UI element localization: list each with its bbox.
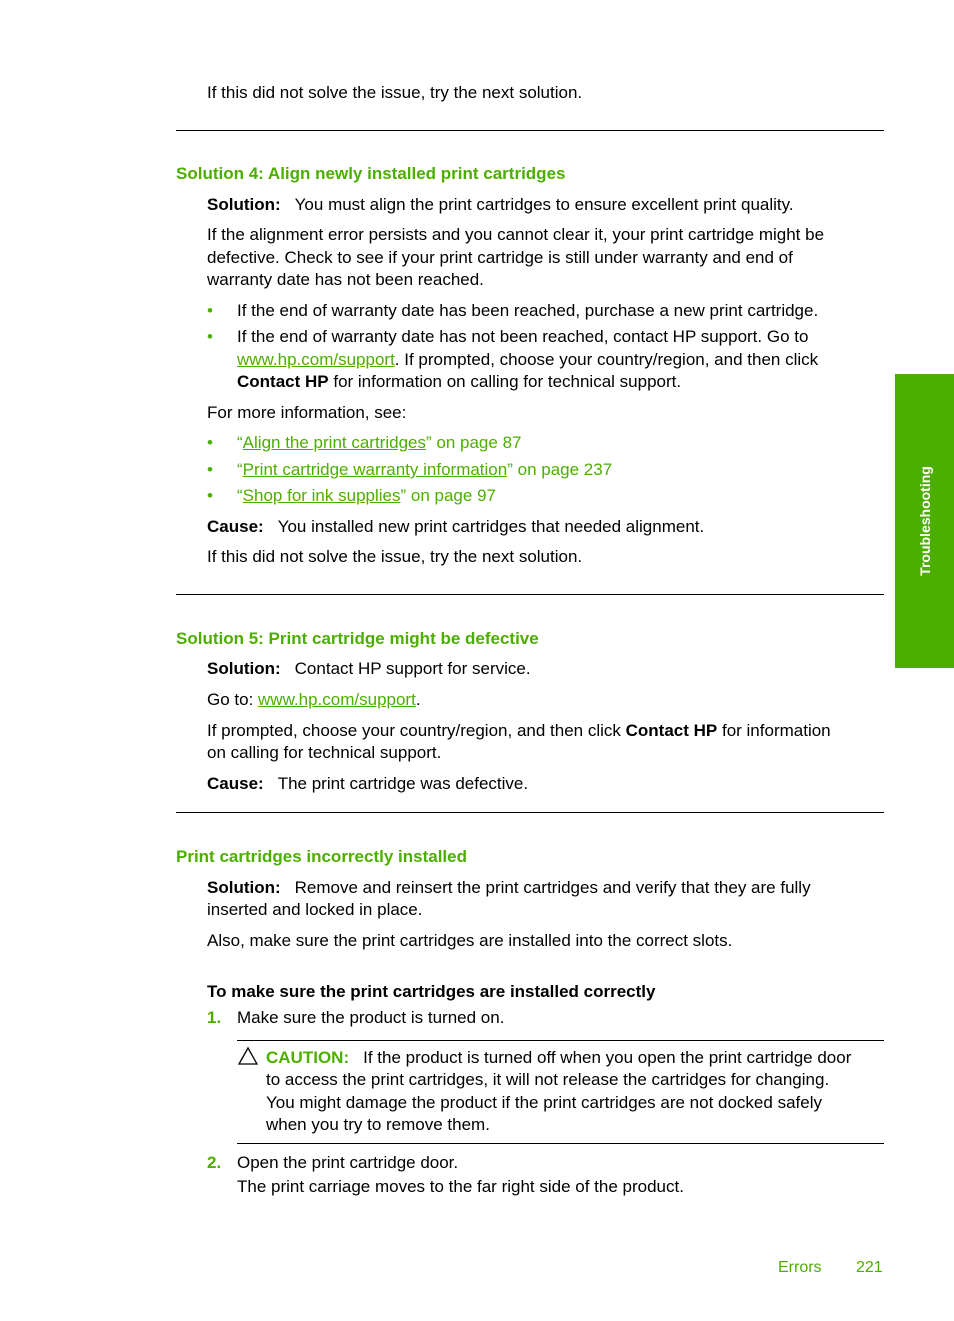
bullet-icon: • <box>207 433 213 452</box>
solution-text: Contact HP support for service. <box>294 659 531 678</box>
solution-text: Remove and reinsert the print cartridges and verify that they are fully <box>294 878 811 897</box>
cause-text: The print cartridge was defective. <box>277 774 529 793</box>
bullet-icon: • <box>207 327 213 346</box>
bullet2-end: for information on calling for technical support. <box>328 372 682 391</box>
cause-text: You installed new print cartridges that needed alignment. <box>277 517 705 536</box>
solution-label: Solution: <box>207 195 281 214</box>
ref-link-shop[interactable]: Shop for ink supplies <box>242 486 401 505</box>
troubleshooting-side-tab <box>895 374 954 668</box>
incorrect-solution-line1 <box>207 877 811 899</box>
incorrect-heading: Print cartridges incorrectly installed <box>176 847 467 866</box>
solution4-solution <box>207 194 794 216</box>
caution-line: You might damage the product if the print cartridges are not docked safely <box>266 1093 822 1112</box>
goto-text: Go to: <box>207 690 259 709</box>
solution5-solution <box>207 658 531 680</box>
step-number: 2. <box>207 1153 222 1172</box>
solution4-bullet2-line1: If the end of warranty date has not been reached, contact HP support. Go to <box>237 327 809 346</box>
footer-section: Errors <box>778 1259 822 1276</box>
bullet-icon: • <box>207 301 213 320</box>
contact-hp-label: Contact HP <box>237 372 329 391</box>
cause-label: Cause: <box>207 774 264 793</box>
cause-label: Cause: <box>207 517 264 536</box>
ref-page: on page 237 <box>512 460 613 479</box>
caution-top-rule <box>237 1040 884 1041</box>
contact-hp-label: Contact HP <box>625 721 718 740</box>
solution5-heading: Solution 5: Print cartridge might be defective <box>176 629 539 648</box>
solution5-goto: Go to: www.hp.com/support. <box>207 690 421 709</box>
more-info-text: For more information, see: <box>207 403 407 422</box>
step2-text: Open the print cartridge door. <box>237 1153 459 1172</box>
caution-bottom-rule <box>237 1143 884 1144</box>
next-solution-text: If this did not solve the issue, try the next solution. <box>207 83 583 102</box>
solution4-cause <box>207 516 704 538</box>
caution-text: If the product is turned off when you open the print cartridge door <box>363 1048 852 1067</box>
hp-support-link[interactable]: www.hp.com/support <box>258 690 416 709</box>
solution4-para-line: warranty date has not been reached. <box>207 270 484 289</box>
ref-item: “Align the print cartridges” on page 87 <box>237 433 522 452</box>
section-divider <box>176 594 884 595</box>
incorrect-solution-line2: inserted and locked in place. <box>207 900 423 919</box>
solution4-bullet2-line3 <box>237 371 681 393</box>
solution4-para-line: defective. Check to see if your print cartridge is still under warranty and end of <box>207 248 793 267</box>
caution-line1 <box>266 1047 851 1069</box>
solution4-para-line: If the alignment error persists and you cannot clear it, your print cartridge might be <box>207 225 825 244</box>
procedure-title: To make sure the print cartridges are installed correctly <box>207 982 656 1001</box>
solution5-prompt-line2: on calling for technical support. <box>207 743 442 762</box>
ref-page: on page 87 <box>431 433 522 452</box>
solution4-bullet1: If the end of warranty date has been reached, purchase a new print cartridge. <box>237 301 819 320</box>
ref-link-align[interactable]: Align the print cartridges <box>242 433 426 452</box>
solution-text: You must align the print cartridges to ensure excellent print quality. <box>294 195 794 214</box>
solution4-heading: Solution 4: Align newly installed print cartridges <box>176 164 566 183</box>
prompt-text: If prompted, choose your country/region, and then click <box>207 721 626 740</box>
ref-link-warranty[interactable]: Print cartridge warranty information <box>242 460 508 479</box>
ref-item: “Print cartridge warranty information” on page 237 <box>237 460 613 479</box>
prompt-text-end: for information <box>717 721 831 740</box>
step-number: 1. <box>207 1008 222 1027</box>
section-divider <box>176 812 884 813</box>
side-tab-label: Troubleshooting <box>916 466 933 576</box>
step2-detail: The print carriage moves to the far right side of the product. <box>237 1177 684 1196</box>
page-number: 221 <box>856 1259 883 1276</box>
bullet2-after-link: . If prompted, choose your country/region, and then click <box>394 350 819 369</box>
incorrect-also: Also, make sure the print cartridges are installed into the correct slots. <box>207 931 733 950</box>
solution5-cause <box>207 773 528 795</box>
solution4-bullet2-line2 <box>237 349 818 371</box>
solution-label: Solution: <box>207 659 281 678</box>
solution-label: Solution: <box>207 878 281 897</box>
caution-line: to access the print cartridges, it will not release the cartridges for changing. <box>266 1070 830 1089</box>
caution-label: CAUTION: <box>266 1048 350 1067</box>
step1-text: Make sure the product is turned on. <box>237 1008 505 1027</box>
bullet-icon: • <box>207 460 213 479</box>
caution-line: when you try to remove them. <box>266 1115 490 1134</box>
caution-triangle-icon <box>237 1046 259 1066</box>
ref-item: “Shop for ink supplies” on page 97 <box>237 486 496 505</box>
solution4-next: If this did not solve the issue, try the next solution. <box>207 547 583 566</box>
section-divider <box>176 130 884 131</box>
ref-page: on page 97 <box>406 486 496 505</box>
solution5-prompt-line1 <box>207 720 831 742</box>
bullet-icon: • <box>207 486 213 505</box>
hp-support-link[interactable]: www.hp.com/support <box>237 350 395 369</box>
